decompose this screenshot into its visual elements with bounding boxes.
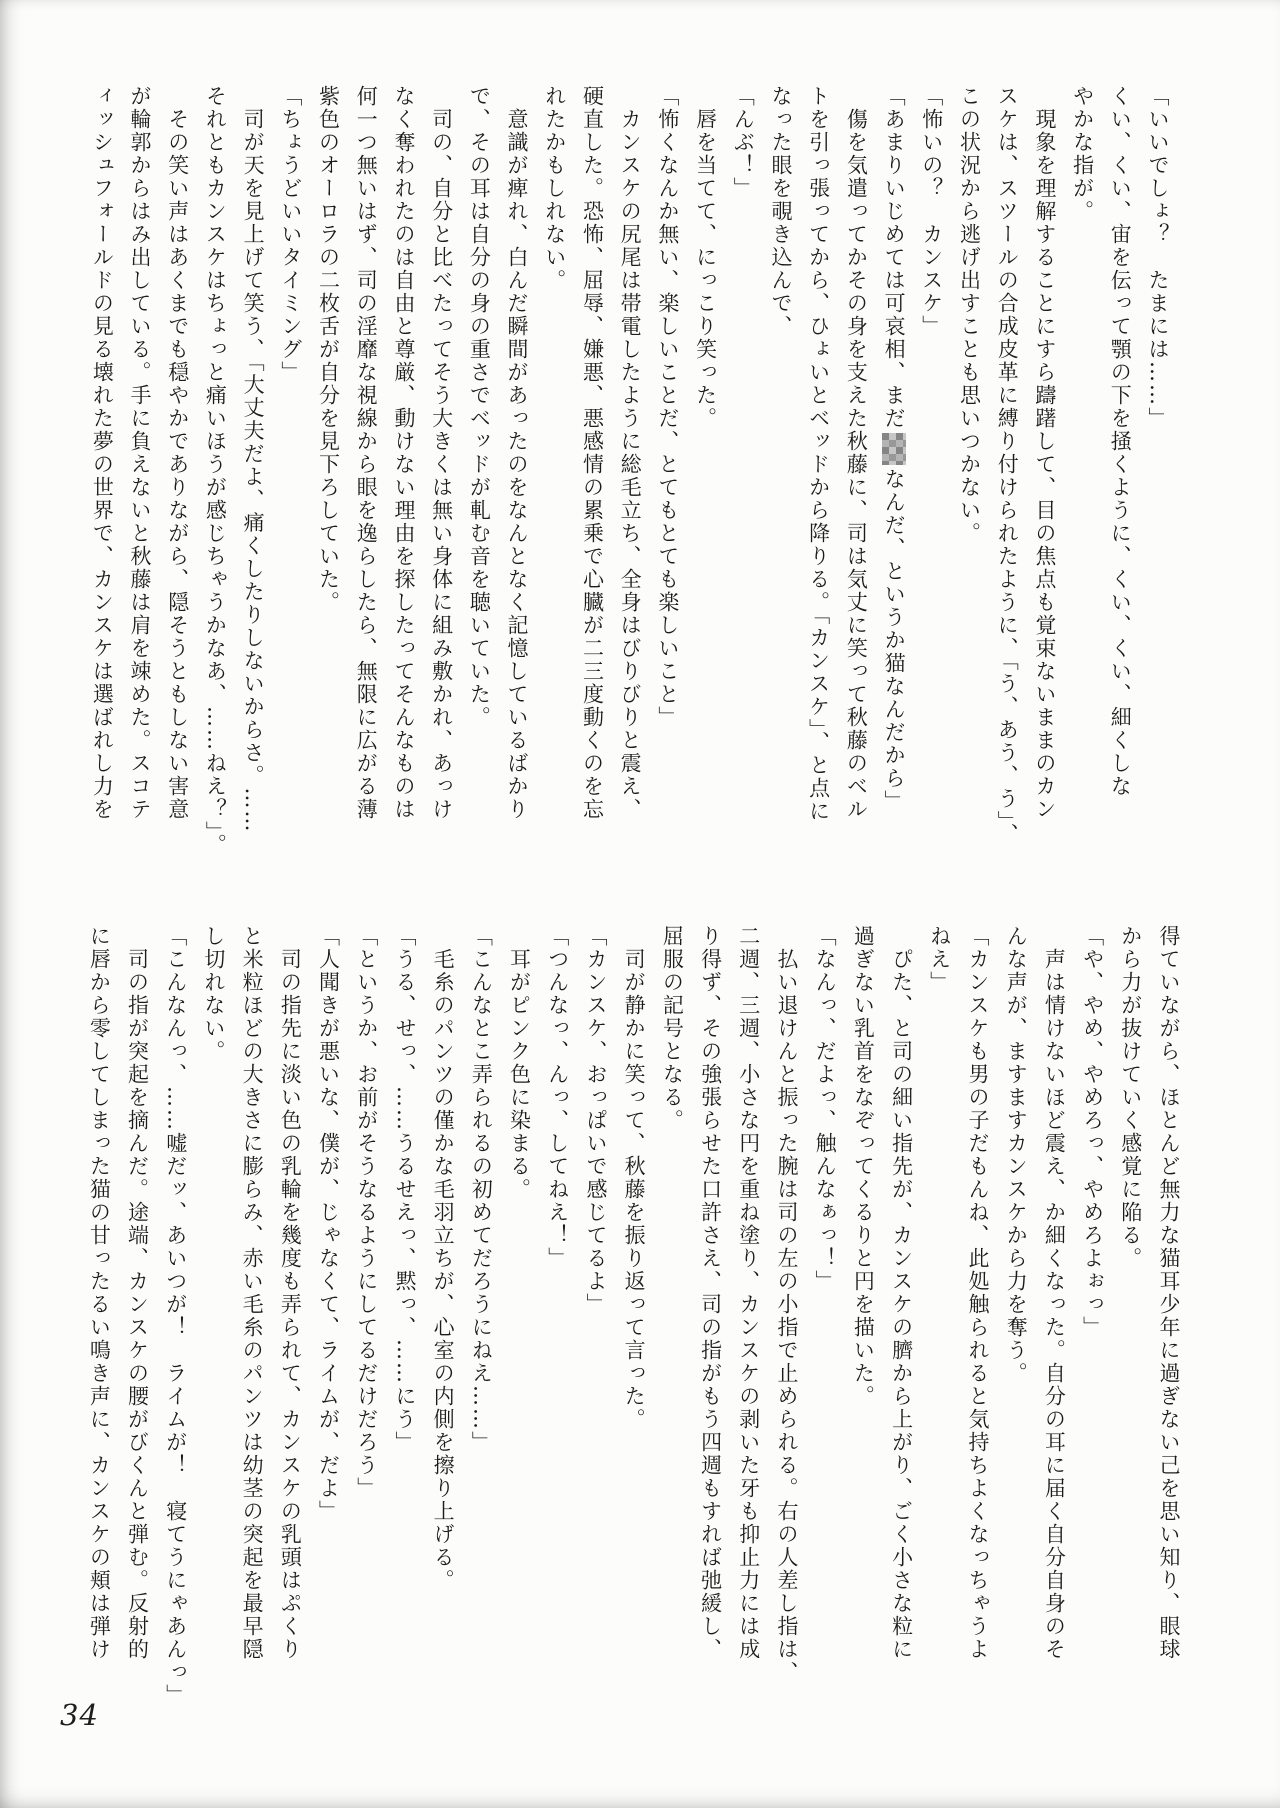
text-line: が輪郭からはみ出している。手に負えないと秋藤は肩を竦めた。スコテ bbox=[128, 85, 153, 821]
text-line: 二週、三週、小さな円を重ね塗り、カンスケの剥いた牙も抑止力には成 bbox=[736, 925, 761, 1661]
text-line: 「カンスケ、おっぱいで感じてるよ」 bbox=[583, 925, 608, 1316]
text-line: 「なんっ、だよっ、触んなぁっ！」 bbox=[813, 925, 838, 1293]
text-line: 司の、自分と比べたってそう大きくは無い身体に組み敷かれ、あっけ bbox=[429, 85, 454, 821]
text-line: り得ず、その強張らせた口許さえ、司の指がもう四週もすれば弛緩し、 bbox=[698, 925, 723, 1661]
text-line: 「カンスケも男の子だもんね、此処触られると気持ちよくなっちゃうよ bbox=[965, 925, 990, 1661]
text-line: 「というか、お前がそうなるようにしてるだけだろう」 bbox=[354, 925, 379, 1500]
text-line: 屈服の記号となる。 bbox=[660, 925, 685, 1132]
text-line: なった眼を覗き込んで、 bbox=[768, 85, 793, 338]
text-line: と米粒ほどの大きさに膨らみ、赤い毛糸のパンツは幼茎の突起を最早隠 bbox=[240, 925, 265, 1661]
text-line: なく奪われたのは自由と尊厳、動けない理由を探したってそんなものは bbox=[391, 85, 416, 821]
text-line: 「人聞きが悪いな、僕が、じゃなくて、ライムが、だよ」 bbox=[316, 925, 341, 1523]
text-line: 傷を気遣ってかその身を支えた秋藤に、司は気丈に笑って秋藤のベル bbox=[844, 85, 869, 821]
text-line: やかな指が。 bbox=[1070, 85, 1095, 223]
text-line: スケは、スツールの合成皮革に縛り付けられたように、「う、あう、う」、 bbox=[995, 85, 1020, 846]
page-number: 34 bbox=[60, 1698, 99, 1732]
text-line: 紫色のオーロラの二枚舌が自分を見下ろしていた。 bbox=[316, 85, 341, 614]
text-line: 意識が痺れ、白んだ瞬間があったのをなんとなく記憶しているばかり bbox=[505, 85, 530, 821]
text-line: 「怖くなんか無い、楽しいことだ、とてもとても楽しいこと」 bbox=[655, 85, 680, 729]
text-line: 「ちょうどいいタイミング」 bbox=[278, 85, 303, 384]
text-line: 唇を当てて、にっこり笑った。 bbox=[693, 85, 718, 430]
text-line: 得ていながら、ほとんど無力な猫耳少年に過ぎない己を思い知り、眼球 bbox=[1157, 925, 1181, 1661]
text-line: から力が抜けていく感覚に陥る。 bbox=[1118, 925, 1143, 1270]
text-line: 司が静かに笑って、秋藤を振り返って言った。 bbox=[622, 925, 647, 1431]
text-line: 過ぎない乳首をなぞってくるりと円を描いた。 bbox=[851, 925, 876, 1408]
text-line: 「つんなっ、んっ、してねえ！」 bbox=[545, 925, 570, 1270]
censored-line-before: 「あまりいじめては可哀相、まだ bbox=[882, 85, 907, 430]
text-line: 司が天を見上げて笑う、「大丈夫だよ、痛くしたりしないからさ。…… bbox=[241, 85, 266, 834]
text-line: 耳がピンク色に染まる。 bbox=[507, 925, 532, 1201]
text-line: この状況から逃げ出すことも思いつかない。 bbox=[957, 85, 982, 545]
text-line: で、その耳は自分の身の重さでベッドが軋む音を聴いていた。 bbox=[467, 85, 492, 729]
text-line: 司の指が突起を摘んだ。途端、カンスケの腰がびくんと弾む。反射的 bbox=[125, 925, 150, 1661]
text-line: 「こんなとこ弄られるの初めてだろうにねえ……」 bbox=[469, 925, 494, 1454]
text-line: に唇から零してしまった猫の甘ったるい鳴き声に、カンスケの頬は弾け bbox=[87, 925, 112, 1661]
text-line-censored bbox=[874, 85, 912, 875]
text-line: 払い退けんと振った腕は司の左の小指で止められる。右の人差し指は、 bbox=[774, 925, 799, 1684]
censored-line-after: なんだ、というか猫なんだから」 bbox=[882, 468, 907, 813]
text-line: 「や、やめ、やめろっ、やめろよぉっ」 bbox=[1080, 925, 1105, 1339]
text-line: れたかもしれない。 bbox=[542, 85, 567, 292]
text-line: 何一つ無いはず、司の淫靡な視線から眼を逸らしたら、無限に広がる薄 bbox=[354, 85, 379, 821]
text-line: 「怖いの？ カンスケ」 bbox=[919, 85, 944, 338]
text-line: それともカンスケはちょっと痛いほうが感じちゃうかなあ、……ねえ？」。 bbox=[203, 85, 228, 857]
text-line: その笑い声はあくまでも穏やかでありながら、隠そうともしない害意 bbox=[165, 85, 190, 821]
bottom-text-block bbox=[78, 925, 1188, 1715]
text-line: ぴた、と司の細い指先が、カンスケの臍から上がり、ごく小さな粒に bbox=[889, 925, 914, 1661]
text-line: ねえ」 bbox=[927, 925, 952, 994]
censor-mosaic bbox=[882, 433, 906, 465]
text-line: 硬直した。恐怖、屈辱、嫌悪、悪感情の累乗で心臓が二三度動くのを忘 bbox=[580, 85, 605, 821]
text-line: 現象を理解することにすら躊躇して、目の焦点も覚束ないままのカン bbox=[1032, 85, 1057, 821]
text-line: し切れない。 bbox=[201, 925, 226, 1063]
text-line: 声は情けないほど震え、か細くなった。自分の耳に届く自分自身のそ bbox=[1042, 925, 1067, 1661]
text-line: ィッシュフォールドの見る壊れた夢の世界で、カンスケは選ばれし力を bbox=[90, 85, 115, 821]
text-line: 毛糸のパンツの僅かな毛羽立ちが、心室の内側を擦り上げる。 bbox=[431, 925, 456, 1592]
text-line: 「こんなんっ、……嘘だッ、あいつが！ ライムが！ 寝てうにゃあんっ」 bbox=[163, 925, 188, 1707]
text-line: くい、くい、宙を伝って顎の下を掻くように、くい、くい、細くしな bbox=[1108, 85, 1133, 798]
text-line: 「いいでしょ？ たまには……」 bbox=[1146, 85, 1170, 430]
text-line: カンスケの尻尾は帯電したように総毛立ち、全身はびりびりと震え、 bbox=[618, 85, 643, 821]
text-line: 「うる、せっ、……うるせえっ、黙っ、……にう」 bbox=[392, 925, 417, 1454]
top-text-block bbox=[81, 85, 1176, 875]
text-line: 司の指先に淡い色の乳輪を幾度も弄られて、カンスケの乳頭はぷくり bbox=[278, 925, 303, 1661]
text-line: 「んぶ！」 bbox=[731, 85, 756, 200]
text-line: トを引っ張ってから、ひょいとベッドから降りる。「カンスケ」、と点に bbox=[806, 85, 831, 823]
text-line: んな声が、ますますカンスケから力を奪う。 bbox=[1004, 925, 1029, 1385]
